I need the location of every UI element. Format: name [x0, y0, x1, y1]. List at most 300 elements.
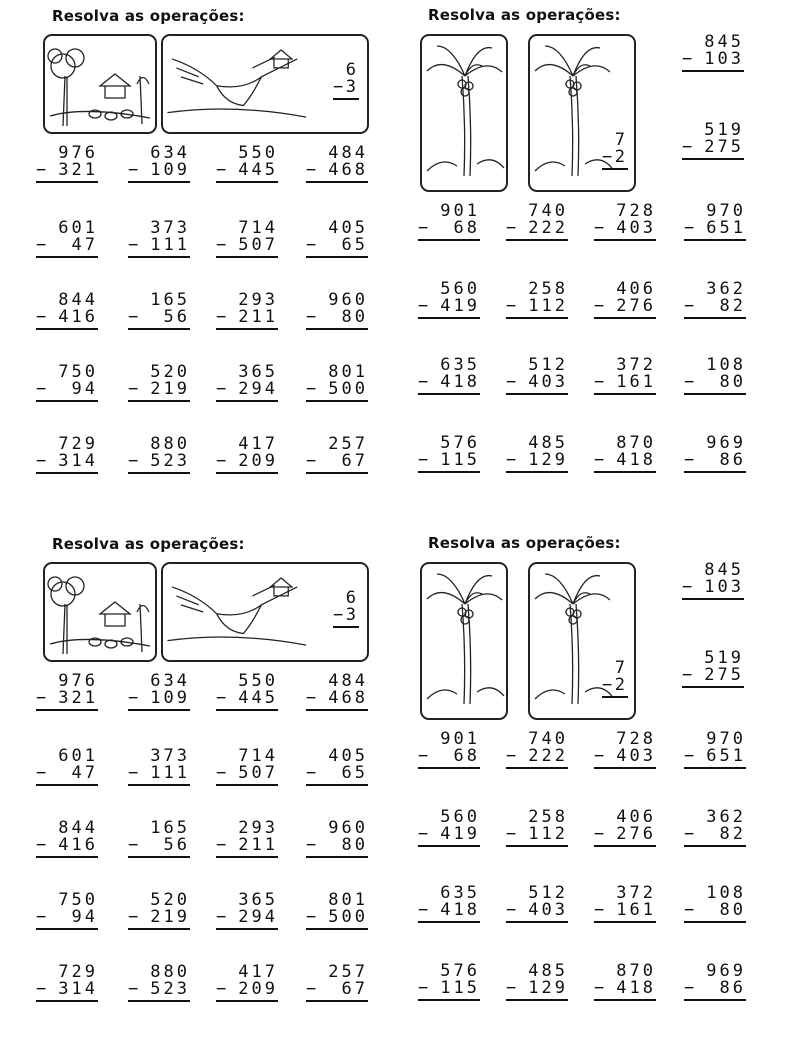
subtrahend-line [418, 220, 480, 241]
subtrahend-line [594, 374, 656, 395]
subtrahend: 80 [706, 372, 746, 392]
minus-sign: − [216, 160, 230, 180]
minus-sign: − [684, 978, 698, 998]
subtraction-problem [128, 820, 190, 858]
subtrahend: 94 [58, 379, 98, 399]
minus-sign: − [506, 824, 520, 844]
minus-sign: − [36, 835, 50, 855]
minus-sign: − [594, 824, 608, 844]
eagle-illustration [163, 564, 333, 660]
subtraction-problem [682, 562, 744, 600]
minus-sign: − [602, 675, 616, 695]
minuend: 405 [328, 746, 368, 766]
minuend: 484 [328, 143, 368, 163]
minuend: 406 [616, 279, 656, 299]
subtrahend-line [418, 980, 480, 1001]
minus-sign: − [306, 763, 320, 783]
subtrahend-line [36, 381, 98, 402]
subtraction-problem [418, 731, 480, 769]
subtraction-problem [684, 357, 746, 395]
subtrahend-line [506, 980, 568, 1001]
subtrahend-line [36, 162, 98, 183]
subtrahend-line [216, 381, 278, 402]
subtrahend: 468 [328, 160, 368, 180]
subtrahend: 86 [706, 978, 746, 998]
subtrahend: 209 [238, 979, 278, 999]
subtraction-problem [128, 364, 190, 402]
minuend: 601 [58, 218, 98, 238]
minus-sign: − [306, 235, 320, 255]
minus-sign: − [36, 160, 50, 180]
subtraction-problem [306, 820, 368, 858]
minus-sign: − [684, 372, 698, 392]
minuend: 257 [328, 962, 368, 982]
minus-sign: − [594, 900, 608, 920]
subtrahend-line [333, 79, 359, 100]
minus-sign: − [418, 746, 432, 766]
illustration-panel [43, 34, 157, 134]
subtrahend-line [682, 51, 744, 72]
subtraction-problem [306, 748, 368, 786]
subtrahend: 67 [328, 979, 368, 999]
minus-sign: − [684, 218, 698, 238]
worksheet-half [0, 528, 800, 1048]
subtrahend-line [506, 298, 568, 319]
minuend: 365 [238, 362, 278, 382]
subtrahend: 416 [58, 835, 98, 855]
subtrahend-line [216, 981, 278, 1002]
minus-sign: − [506, 450, 520, 470]
subtrahend-line [506, 748, 568, 769]
subtrahend: 109 [150, 688, 190, 708]
subtrahend: 115 [440, 450, 480, 470]
minus-sign: − [36, 451, 50, 471]
minuend: 845 [704, 32, 744, 52]
subtraction-problem [128, 292, 190, 330]
subtrahend-line [506, 826, 568, 847]
minus-sign: − [216, 451, 230, 471]
subtraction-problem [216, 820, 278, 858]
instruction-title: Resolva as operações: [52, 7, 245, 25]
subtrahend-line [128, 690, 190, 711]
minus-sign: − [418, 978, 432, 998]
minuend: 108 [706, 355, 746, 375]
subtraction-problem [684, 281, 746, 319]
subtraction-problem [418, 963, 480, 1001]
subtrahend: 507 [238, 235, 278, 255]
minuend: 512 [528, 883, 568, 903]
minus-sign: − [128, 763, 142, 783]
subtrahend-line [602, 677, 628, 698]
subtrahend-line [594, 452, 656, 473]
minuend: 728 [616, 729, 656, 749]
minuend: 801 [328, 890, 368, 910]
minus-sign: − [128, 451, 142, 471]
subtrahend: 94 [58, 907, 98, 927]
minus-sign: − [216, 379, 230, 399]
subtrahend-line [602, 149, 628, 170]
subtrahend-line [216, 453, 278, 474]
minus-sign: − [684, 824, 698, 844]
subtrahend: 56 [150, 835, 190, 855]
subtrahend: 67 [328, 451, 368, 471]
subtrahend: 651 [706, 746, 746, 766]
minus-sign: − [128, 307, 142, 327]
subtrahend: 111 [150, 763, 190, 783]
minus-sign: − [594, 218, 608, 238]
subtrahend: 418 [440, 372, 480, 392]
minuend: 373 [150, 746, 190, 766]
subtraction-problem [306, 220, 368, 258]
minus-sign: − [684, 450, 698, 470]
forest-birds-illustration [45, 564, 155, 660]
subtrahend: 403 [616, 746, 656, 766]
subtrahend: 3 [345, 77, 359, 97]
subtrahend: 82 [706, 824, 746, 844]
minus-sign: − [506, 372, 520, 392]
illustration-panel [43, 562, 157, 662]
minus-sign: − [418, 900, 432, 920]
subtraction-problem [306, 292, 368, 330]
subtraction-problem [506, 963, 568, 1001]
subtrahend-line [216, 837, 278, 858]
subtraction-problem [216, 292, 278, 330]
subtrahend-line [418, 298, 480, 319]
subtrahend-line [306, 690, 368, 711]
minuend: 560 [440, 807, 480, 827]
subtrahend: 418 [616, 450, 656, 470]
subtrahend-line [216, 237, 278, 258]
subtrahend: 222 [528, 746, 568, 766]
subtrahend-line [216, 162, 278, 183]
subtrahend: 276 [616, 296, 656, 316]
subtraction-problem [216, 436, 278, 474]
subtraction-problem [506, 731, 568, 769]
subtraction-problem [594, 963, 656, 1001]
minuend: 519 [704, 120, 744, 140]
minus-sign: − [418, 218, 432, 238]
palm-tree-illustration [422, 36, 506, 186]
subtrahend-line [36, 690, 98, 711]
subtraction-problem [418, 885, 480, 923]
minuend: 257 [328, 434, 368, 454]
minus-sign: − [602, 147, 616, 167]
minuend: 901 [440, 729, 480, 749]
minus-sign: − [36, 688, 50, 708]
subtraction-problem [36, 673, 98, 711]
subtrahend: 2 [614, 147, 628, 167]
minuend: 165 [150, 290, 190, 310]
subtrahend: 523 [150, 979, 190, 999]
minus-sign: − [306, 907, 320, 927]
subtraction-problem [36, 292, 98, 330]
subtraction-problem [36, 364, 98, 402]
subtrahend-line [36, 837, 98, 858]
minuend: 362 [706, 279, 746, 299]
subtraction-problem [128, 673, 190, 711]
subtrahend: 129 [528, 450, 568, 470]
minus-sign: − [684, 746, 698, 766]
minuend: 750 [58, 890, 98, 910]
subtraction-problem [594, 435, 656, 473]
minuend: 901 [440, 201, 480, 221]
subtraction-problem [418, 809, 480, 847]
subtraction-problem [418, 357, 480, 395]
minuend: 969 [706, 433, 746, 453]
subtraction-problem [128, 748, 190, 786]
subtraction-problem [506, 885, 568, 923]
minuend: 714 [238, 746, 278, 766]
minuend: 362 [706, 807, 746, 827]
subtrahend-line [306, 237, 368, 258]
minuend: 729 [58, 434, 98, 454]
minuend: 417 [238, 962, 278, 982]
minus-sign: − [418, 450, 432, 470]
subtrahend: 321 [58, 688, 98, 708]
subtrahend: 275 [704, 137, 744, 157]
subtrahend-line [306, 381, 368, 402]
minuend: 373 [150, 218, 190, 238]
subtrahend: 103 [704, 49, 744, 69]
subtrahend: 219 [150, 907, 190, 927]
subtrahend: 314 [58, 451, 98, 471]
subtrahend-line [216, 909, 278, 930]
subtraction-problem [418, 435, 480, 473]
subtraction-problem [684, 731, 746, 769]
subtrahend: 294 [238, 379, 278, 399]
subtrahend: 468 [328, 688, 368, 708]
eagle-illustration [163, 36, 333, 132]
subtrahend: 161 [616, 372, 656, 392]
palm-tree-illustration [422, 564, 506, 714]
subtrahend-line [684, 902, 746, 923]
subtrahend: 112 [528, 824, 568, 844]
subtrahend-line [684, 748, 746, 769]
subtrahend-line [36, 981, 98, 1002]
subtrahend: 500 [328, 379, 368, 399]
subtrahend: 56 [150, 307, 190, 327]
subtraction-problem [306, 892, 368, 930]
subtraction-problem [506, 435, 568, 473]
minuend: 634 [150, 671, 190, 691]
minuend: 635 [440, 883, 480, 903]
subtrahend: 47 [58, 763, 98, 783]
subtrahend: 222 [528, 218, 568, 238]
subtraction-problem [36, 820, 98, 858]
subtraction-problem [128, 145, 190, 183]
minuend: 372 [616, 883, 656, 903]
minuend: 7 [614, 130, 628, 150]
subtraction-problem [216, 673, 278, 711]
minus-sign: − [506, 978, 520, 998]
minus-sign: − [36, 979, 50, 999]
minus-sign: − [306, 979, 320, 999]
minuend: 801 [328, 362, 368, 382]
minus-sign: − [506, 218, 520, 238]
minus-sign: − [594, 372, 608, 392]
subtrahend-line [306, 453, 368, 474]
subtrahend-line [682, 139, 744, 160]
subtraction-problem [36, 436, 98, 474]
subtrahend-line [36, 237, 98, 258]
subtraction-problem [682, 122, 744, 160]
minus-sign: − [216, 235, 230, 255]
subtrahend: 68 [440, 218, 480, 238]
subtrahend-line [216, 765, 278, 786]
minuend: 729 [58, 962, 98, 982]
subtraction-problem [128, 220, 190, 258]
subtraction-problem [333, 590, 359, 628]
minuend: 406 [616, 807, 656, 827]
subtraction-problem [506, 357, 568, 395]
minus-sign: − [306, 835, 320, 855]
subtraction-problem [216, 892, 278, 930]
subtrahend: 294 [238, 907, 278, 927]
minuend: 634 [150, 143, 190, 163]
subtrahend-line [506, 452, 568, 473]
subtrahend: 419 [440, 296, 480, 316]
minus-sign: − [36, 907, 50, 927]
subtrahend-line [684, 826, 746, 847]
minus-sign: − [506, 746, 520, 766]
minus-sign: − [594, 746, 608, 766]
subtraction-problem [682, 34, 744, 72]
subtraction-problem [602, 132, 628, 170]
subtrahend-line [216, 690, 278, 711]
minuend: 740 [528, 729, 568, 749]
subtrahend: 209 [238, 451, 278, 471]
subtraction-problem [216, 145, 278, 183]
minus-sign: − [306, 379, 320, 399]
subtraction-problem [333, 62, 359, 100]
subtrahend-line [506, 374, 568, 395]
minuend: 576 [440, 433, 480, 453]
subtraction-problem [684, 963, 746, 1001]
minus-sign: − [418, 372, 432, 392]
minus-sign: − [594, 978, 608, 998]
subtrahend: 103 [704, 577, 744, 597]
minus-sign: − [682, 137, 696, 157]
subtrahend: 80 [328, 307, 368, 327]
subtrahend-line [306, 765, 368, 786]
minuend: 880 [150, 962, 190, 982]
subtrahend-line [128, 837, 190, 858]
subtrahend-line [684, 220, 746, 241]
subtrahend: 80 [328, 835, 368, 855]
minus-sign: − [682, 665, 696, 685]
subtraction-problem [684, 885, 746, 923]
subtrahend-line [216, 309, 278, 330]
minuend: 417 [238, 434, 278, 454]
minuend: 405 [328, 218, 368, 238]
minus-sign: − [128, 688, 142, 708]
subtraction-problem [306, 673, 368, 711]
minus-sign: − [128, 835, 142, 855]
subtrahend: 65 [328, 763, 368, 783]
subtrahend: 275 [704, 665, 744, 685]
minus-sign: − [506, 900, 520, 920]
minus-sign: − [506, 296, 520, 316]
minus-sign: − [306, 160, 320, 180]
subtrahend: 161 [616, 900, 656, 920]
example-panel [161, 562, 369, 662]
subtrahend-line [128, 162, 190, 183]
subtrahend: 445 [238, 688, 278, 708]
minuend: 714 [238, 218, 278, 238]
minuend: 976 [58, 671, 98, 691]
subtrahend: 112 [528, 296, 568, 316]
minus-sign: − [594, 450, 608, 470]
subtrahend-line [128, 909, 190, 930]
minus-sign: − [306, 688, 320, 708]
minuend: 870 [616, 433, 656, 453]
subtrahend: 68 [440, 746, 480, 766]
subtrahend-line [306, 909, 368, 930]
subtrahend: 80 [706, 900, 746, 920]
minuend: 750 [58, 362, 98, 382]
subtrahend: 651 [706, 218, 746, 238]
minuend: 165 [150, 818, 190, 838]
subtraction-problem [306, 364, 368, 402]
minuend: 740 [528, 201, 568, 221]
subtraction-problem [684, 435, 746, 473]
minuend: 969 [706, 961, 746, 981]
example-panel [528, 34, 636, 192]
minus-sign: − [682, 49, 696, 69]
subtrahend: 419 [440, 824, 480, 844]
subtraction-problem [684, 203, 746, 241]
subtrahend: 445 [238, 160, 278, 180]
minus-sign: − [333, 77, 347, 97]
minuend: 550 [238, 143, 278, 163]
subtrahend: 115 [440, 978, 480, 998]
subtraction-problem [684, 809, 746, 847]
minuend: 576 [440, 961, 480, 981]
minus-sign: − [306, 307, 320, 327]
subtrahend: 111 [150, 235, 190, 255]
subtrahend: 276 [616, 824, 656, 844]
subtrahend-line [684, 452, 746, 473]
minus-sign: − [306, 451, 320, 471]
subtraction-problem [594, 885, 656, 923]
subtraction-problem [506, 809, 568, 847]
subtrahend-line [594, 220, 656, 241]
subtrahend-line [594, 902, 656, 923]
subtrahend: 82 [706, 296, 746, 316]
subtraction-problem [36, 964, 98, 1002]
minuend: 258 [528, 279, 568, 299]
subtraction-problem [36, 145, 98, 183]
subtrahend-line [306, 309, 368, 330]
minus-sign: − [216, 763, 230, 783]
subtrahend: 523 [150, 451, 190, 471]
minuend: 484 [328, 671, 368, 691]
subtrahend-line [684, 374, 746, 395]
subtraction-problem [506, 281, 568, 319]
minuend: 970 [706, 729, 746, 749]
subtrahend-line [418, 452, 480, 473]
subtrahend: 416 [58, 307, 98, 327]
minus-sign: − [36, 235, 50, 255]
subtrahend: 314 [58, 979, 98, 999]
subtraction-problem [594, 357, 656, 395]
subtrahend: 65 [328, 235, 368, 255]
subtrahend-line [684, 298, 746, 319]
minuend: 976 [58, 143, 98, 163]
subtrahend-line [128, 237, 190, 258]
minus-sign: − [594, 296, 608, 316]
minuend: 845 [704, 560, 744, 580]
